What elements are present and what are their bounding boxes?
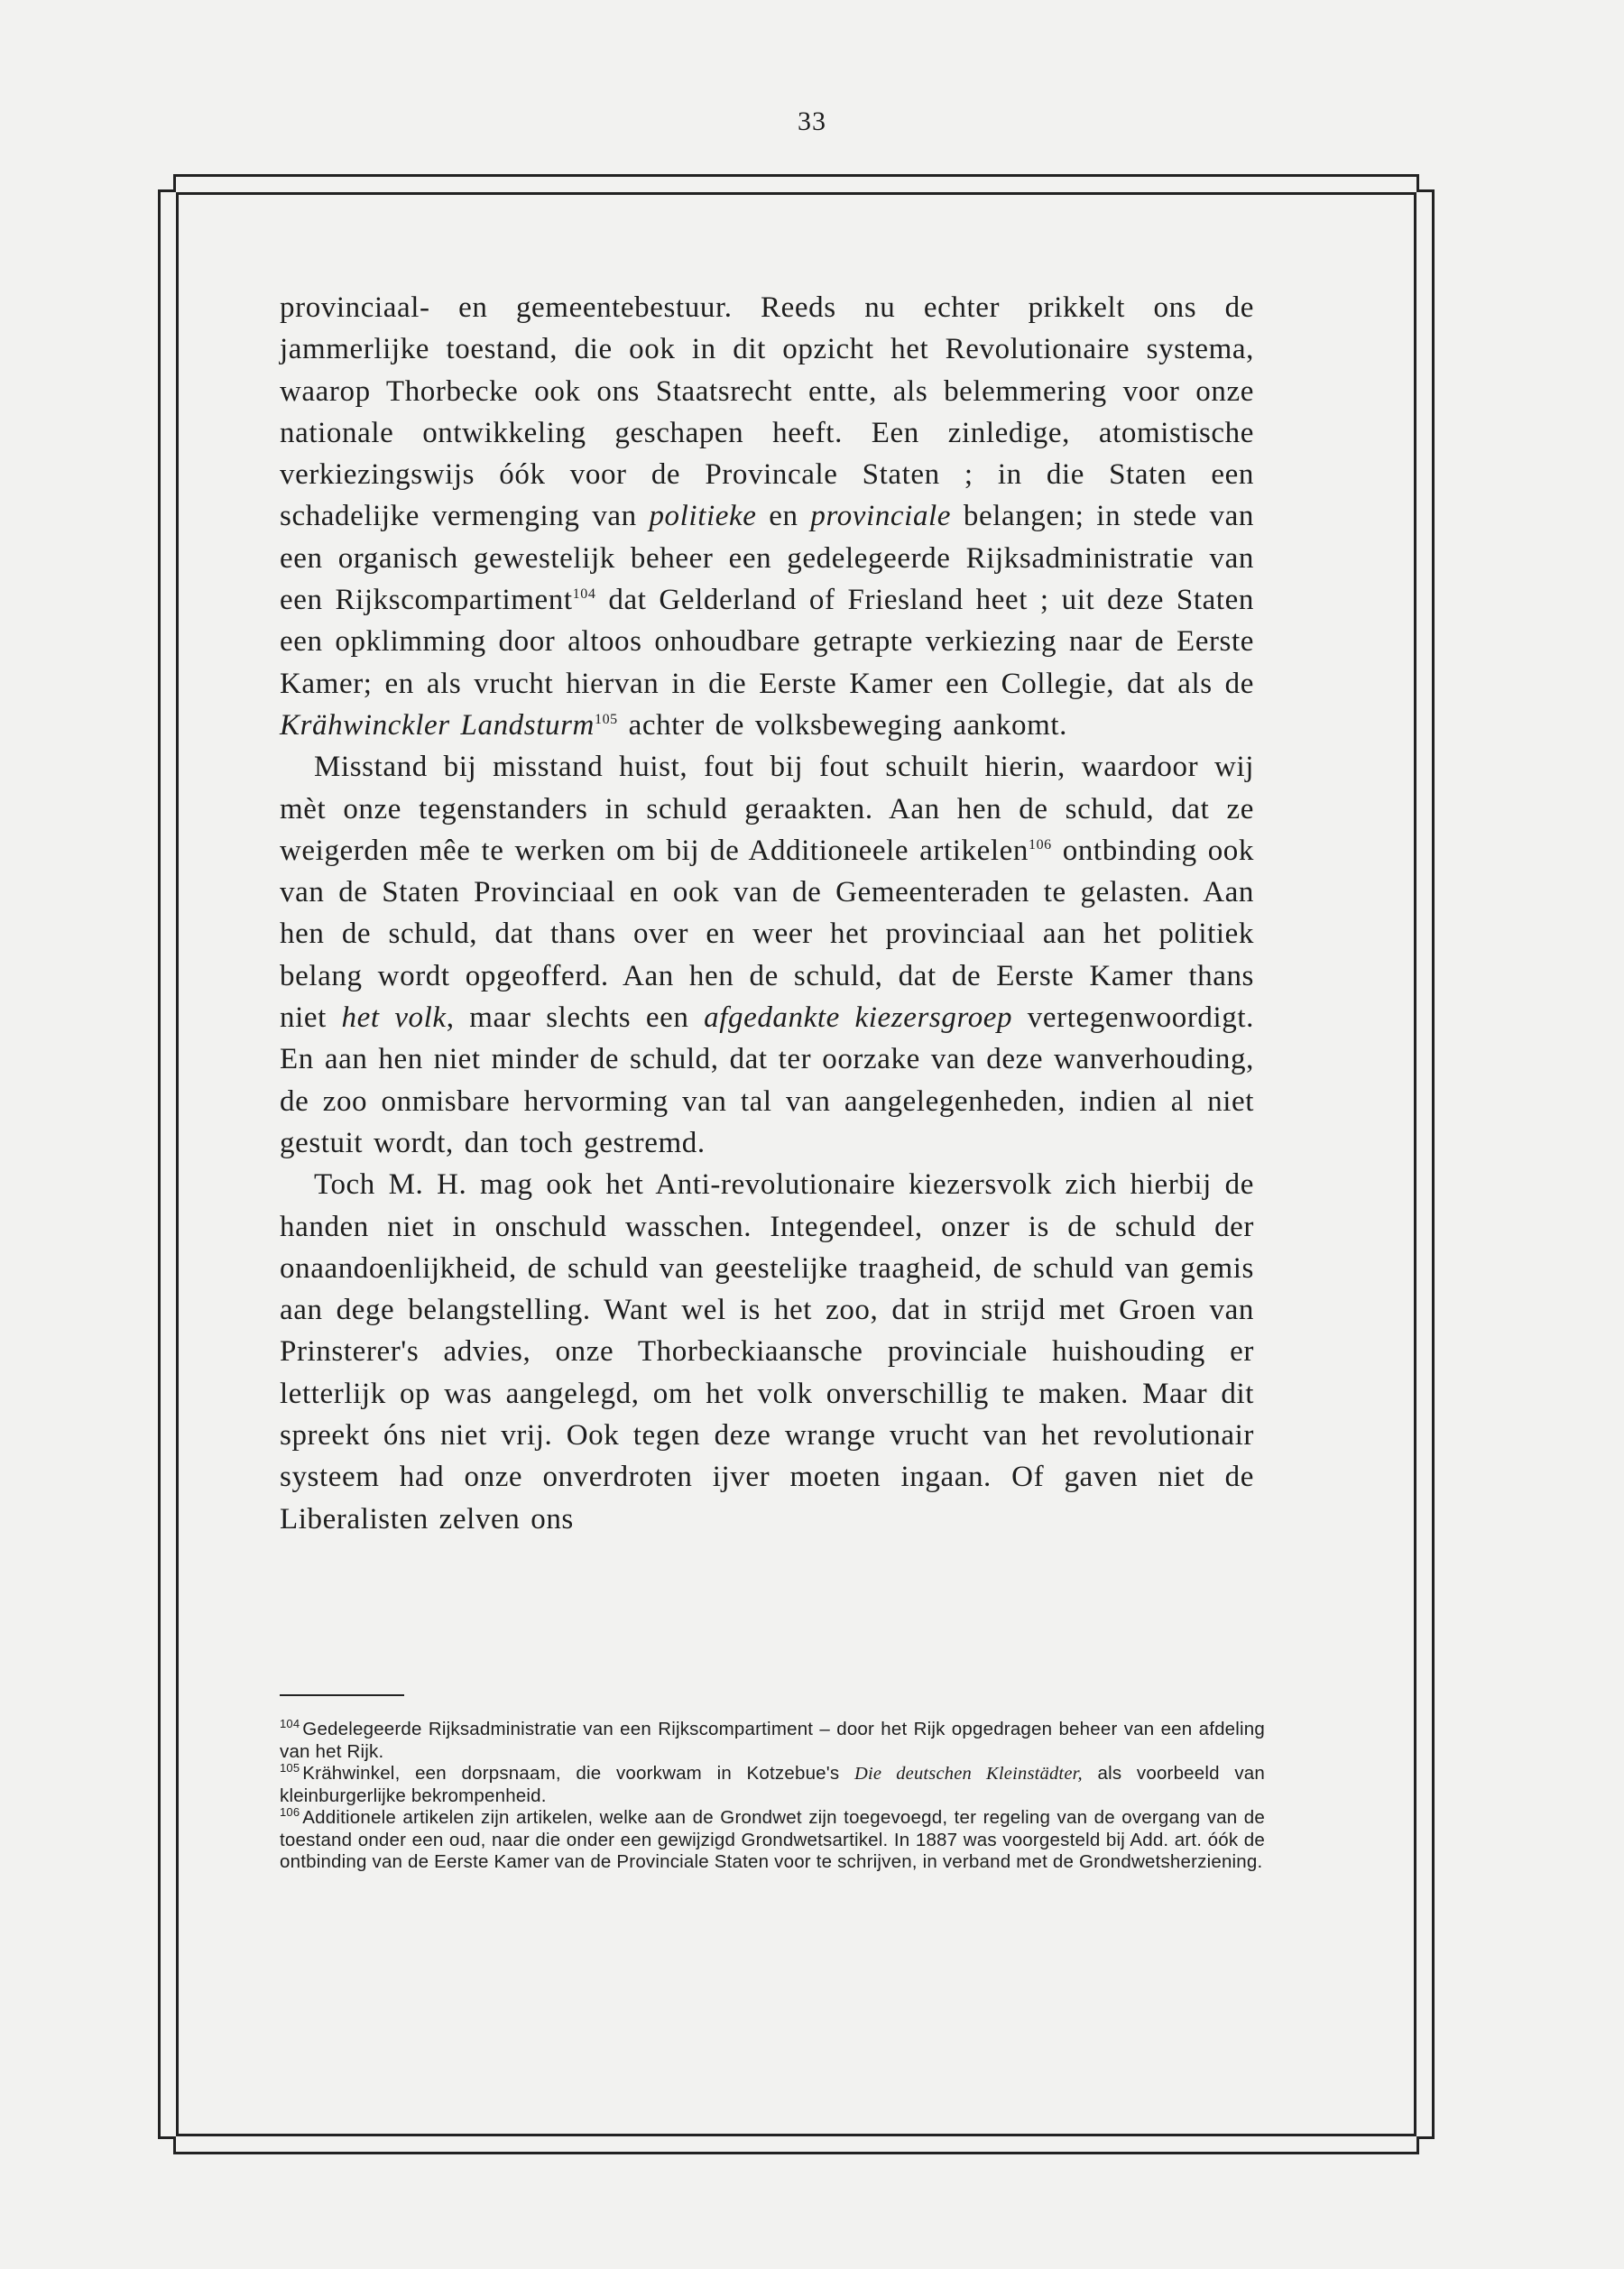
frame-corner-top-right (1416, 174, 1435, 192)
frame-corner-bottom-right (1416, 2136, 1435, 2154)
footnotes (280, 1719, 1265, 1874)
frame-corner-bottom-left (158, 2136, 176, 2154)
footnote-104: $^{104}$ Gedelegeerde Rijksadministratie van een Rijkscompartiment – door het Rijk opgedragen beheer van een afdeling van het Rijk. (280, 1717, 1265, 1762)
footnote-ref-106: 106 (1028, 836, 1052, 853)
main-text (280, 287, 1254, 1540)
frame-corner-top-left (158, 174, 176, 192)
footnote-ref-105: 105 (594, 711, 618, 727)
page-number: 33 (798, 106, 826, 136)
footnote-ref-104: 104 (572, 586, 596, 603)
footnote-105: $^{105}$ Krähwinkel, een dorpsnaam, die voorkwam in Kotzebue's Die deutschen Kleinstädter, als voorbeeld van kleinburgerlijke bekrompenheid. (280, 1761, 1266, 1806)
footnote-separator (280, 1694, 404, 1696)
paragraph-2: Misstand bij misstand huist, fout bij fout schuilt hierin, waardoor wij mèt onze tegenstanders in schuld geraakten. Aan hen de schuld, dat ze weigerden mêe te werken om bij de Additioneele artikelen$^{106}$ ontbinding ook van de Staten Provinciaal en ook van de Gemeenteraden te gelasten. Aan hen de schuld, dat thans over en weer het provinciaal aan het politiek belang wordt opgeofferd. Aan hen de schuld, dat de Eerste Kamer thans niet het volk, maar slechts een afgedankte kiezersgroep vertegenwoordigt. En aan hen niet minder de schuld, dat ter oorzake van deze wanverhouding, de zoo onmisbare hervorming van tal van aangelegenheden, indien al niet gestuit wordt, dan toch gestremd. (280, 751, 1254, 1159)
paragraph-3: Toch M. H. mag ook het Anti-revolutionaire kiezersvolk zich hierbij de handen niet in onschuld wasschen. Integendeel, onzer is de schuld der onaandoenlijkheid, de schuld van geestelijke traagheid, de schuld van gemis aan dege belangstelling. Want wel is het zoo, dat in strijd met Groen van Prinsterer's advies, onze Thorbeckiaansche provinciale huishouding er letterlijk op was aangelegd, om het volk onverschillig te maken. Maar dit spreekt óns niet vrij. Ook tegen deze wrange vrucht van het revolutionair systeem had onze onverdroten ijver moeten ingaan. Of gaven niet de Liberalisten zelven ons (280, 1168, 1254, 1536)
paragraph-1: provinciaal- en gemeentebestuur. Reeds nu echter prikkelt ons de jammerlijke toestand, die ook in dit opzicht het Revolutionaire systema, waarop Thorbecke ook ons Staatsrecht entte, als belemmering voor onze nationale ontwikkeling geschapen heeft. Een zinledige, atomistische verkiezingswijs óók voor de Provincale Staten ; in die Staten een schadelijke vermenging van politieke en provinciale belangen; in stede van een organisch gewestelijk beheer een gedelegeerde Rijksadministratie van een Rijkscompartiment$^{104}$ dat Gelderland of Friesland heet ; uit deze Staten een opklimming door altoos onhoudbare getrapte verkiezing naar de Eerste Kamer; en als vrucht hiervan in die Eerste Kamer een Collegie, dat als de Krähwinckler Landsturm$^{105}$ achter de volksbeweging aankomt. (280, 291, 1254, 742)
footnote-106: $^{106}$ Additionele artikelen zijn artikelen, welke aan de Grondwet zijn toegevoegd, ter regeling van de overgang van de toestand onder een oud, naar die onder een gewijzigd Grondwetsartikel. In 1887 was voorgesteld bij Add. art. óók de ontbinding van de Eerste Kamer van de Provinciale Staten voor te schrijven, in verband met de Grondwetsherziening. (280, 1805, 1265, 1872)
